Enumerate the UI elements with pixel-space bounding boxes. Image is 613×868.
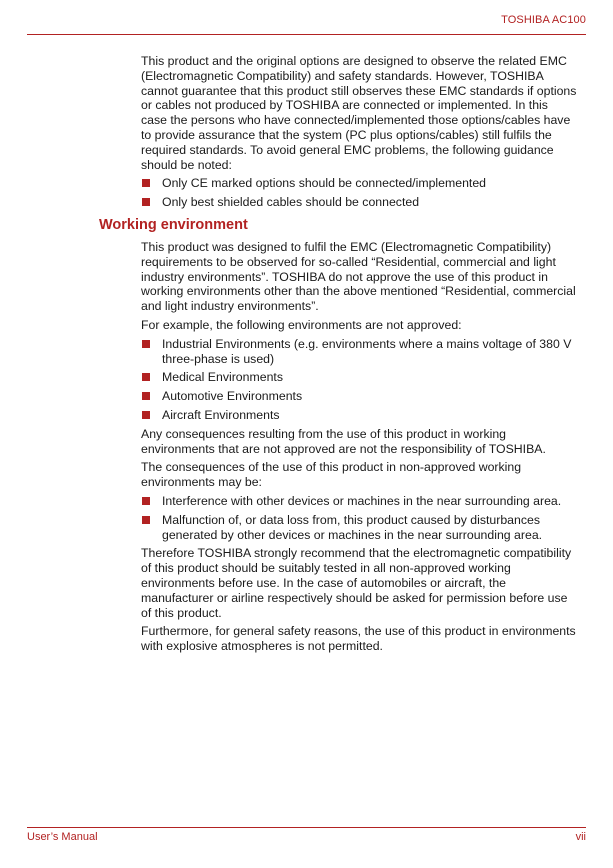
square-bullet-icon [142, 497, 150, 505]
list-item [141, 176, 577, 191]
header-title: TOSHIBA AC100 [501, 14, 586, 26]
list-item [141, 494, 577, 509]
consequences-list [141, 494, 577, 542]
list-item-text: Malfunction of, or data loss from, this product caused by disturbances generated by other devices or machines in the near surrounding area. [162, 512, 543, 542]
list-item-text: Only best shielded cables should be connected [162, 195, 420, 210]
list-item [141, 513, 577, 543]
square-bullet-icon [142, 516, 150, 524]
intro-bullet-list [141, 176, 577, 210]
list-item-text: Automotive Environments [162, 389, 303, 404]
page-content [99, 54, 577, 658]
list-item [141, 389, 577, 404]
working-env-paragraph: For example, the following environments are not approved: [141, 317, 462, 332]
page-number: vii [575, 831, 586, 843]
working-env-paragraph: Therefore TOSHIBA strongly recommend that the electromagnetic compatibility of this product should be suitably tested in all non-approved working environments before use. In the case of automobiles or aircraft, the manufacturer or airline respectively should be asked for permission before use of this product. [141, 546, 572, 620]
list-item-text: Medical Environments [162, 370, 283, 385]
list-item [141, 370, 577, 385]
square-bullet-icon [142, 179, 150, 187]
list-item [141, 408, 577, 423]
footer-manual-label: User’s Manual [27, 831, 98, 843]
intro-paragraph: This product and the original options are designed to observe the related EMC (Electromagnetic Compatibility) and safety standards. However, TOSHIBA cannot guarantee that this product still observes these EMC standards if options or cables not produced by TOSHIBA are connected or implemented. In this case the persons who have connected/implemented those options/cables have to provide assurance that the system (PC plus options/cables) still fulfils the required standards. To avoid general EMC problems, the following guidance should be noted: [141, 54, 577, 172]
footer-rule [27, 827, 586, 828]
working-env-paragraph: This product was designed to fulfil the EMC (Electromagnetic Compatibility) requirements to be observed for so-called “Residential, commercial and light industry environments”. TOSHIBA do not approve the use of this product in working environments other than the above mentioned “Residential, commercial and light industry environments”. [141, 239, 576, 314]
list-item-text: Interference with other devices or machines in the near surrounding area. [162, 493, 562, 508]
square-bullet-icon [142, 198, 150, 206]
header-rule [27, 34, 586, 35]
square-bullet-icon [142, 411, 150, 419]
working-env-paragraph: The consequences of the use of this product in non-approved working environments may be: [141, 460, 522, 490]
list-item-text: Aircraft Environments [162, 407, 280, 422]
working-env-paragraph: Any consequences resulting from the use of this product in working environments that are not approved are not the responsibility of TOSHIBA. [141, 426, 546, 456]
list-item-text: Industrial Environments (e.g. environments where a mains voltage of 380 V three-phase is used) [162, 336, 572, 366]
square-bullet-icon [142, 392, 150, 400]
section-heading: Working environment [99, 216, 248, 233]
list-item [141, 195, 577, 210]
square-bullet-icon [142, 373, 150, 381]
list-item [141, 337, 577, 367]
unapproved-environments-list [141, 337, 577, 423]
list-item-text: Only CE marked options should be connected/implemented [162, 176, 487, 191]
square-bullet-icon [142, 340, 150, 348]
working-env-paragraph: Furthermore, for general safety reasons, the use of this product in environments with explosive atmospheres is not permitted. [141, 624, 576, 654]
